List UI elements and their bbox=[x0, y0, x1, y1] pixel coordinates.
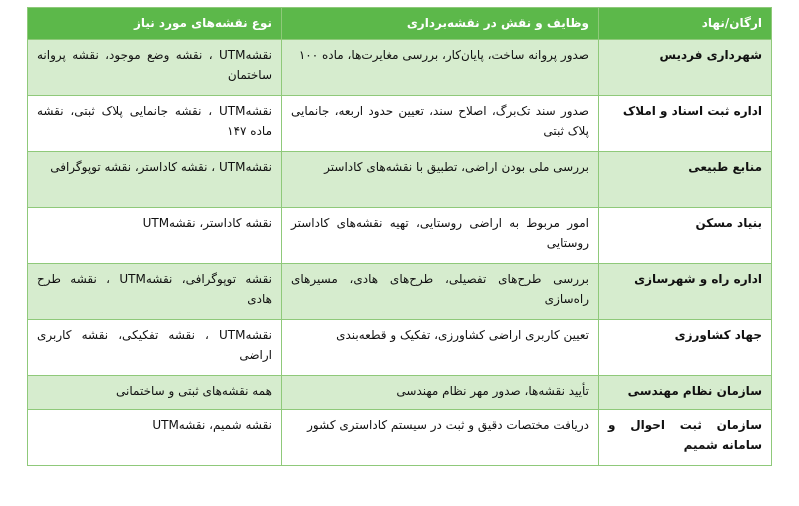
maps-cell: همه نقشه‌های ثبتی و ساختمانی bbox=[28, 376, 282, 410]
duties-cell: صدور پروانه ساخت، پایان‌کار، بررسی مغایرت‌ها، ماده ۱۰۰ bbox=[282, 40, 599, 96]
maps-cell: نقشه توپوگرافی، نقشه‌UTM ، نقشه طرح هادی bbox=[28, 264, 282, 320]
header-row bbox=[28, 8, 772, 40]
maps-cell: نقشه شمیم، نقشه‌UTM bbox=[28, 410, 282, 466]
duties-cell: دریافت مختصات دقیق و ثبت در سیستم کاداستری کشور bbox=[282, 410, 599, 466]
duties-cell: صدور سند تک‌برگ، اصلاح سند، تعیین حدود اربعه، جانمایی پلاک ثبتی bbox=[282, 96, 599, 152]
duties-cell: بررسی طرح‌های تفصیلی، طرح‌های هادی، مسیرهای راه‌سازی bbox=[282, 264, 599, 320]
org-cell: سازمان ثبت احوال و سامانه شمیم bbox=[599, 410, 772, 466]
org-cell: اداره ثبت اسناد و املاک bbox=[599, 96, 772, 152]
header-maps: نوع نقشه‌های مورد نیاز bbox=[28, 8, 282, 40]
table-row bbox=[28, 40, 772, 96]
maps-cell: نقشه‌UTM ، نقشه وضع موجود، نقشه پروانه ساختمان bbox=[28, 40, 282, 96]
maps-cell: نقشه‌UTM ، نقشه کاداستر، نقشه توپوگرافی bbox=[28, 152, 282, 208]
maps-cell: نقشه‌UTM ، نقشه جانمایی پلاک ثبتی، نقشه ماده ۱۴۷ bbox=[28, 96, 282, 152]
table-row bbox=[28, 96, 772, 152]
duties-cell: تأیید نقشه‌ها، صدور مهر نظام مهندسی bbox=[282, 376, 599, 410]
org-cell: شهرداری فردیس bbox=[599, 40, 772, 96]
table-row bbox=[28, 376, 772, 410]
table-container bbox=[27, 7, 771, 466]
org-cell: سازمان نظام مهندسی bbox=[599, 376, 772, 410]
org-cell: منابع طبیعی bbox=[599, 152, 772, 208]
table-row bbox=[28, 320, 772, 376]
table-row bbox=[28, 410, 772, 466]
maps-cell: نقشه‌UTM ، نقشه تفکیکی، نقشه کاربری اراضی bbox=[28, 320, 282, 376]
header-duties: وظایف و نقش در نقشه‌برداری bbox=[282, 8, 599, 40]
maps-cell: نقشه کاداستر، نقشه‌UTM bbox=[28, 208, 282, 264]
header-org: ارگان/نهاد bbox=[599, 8, 772, 40]
organizations-table bbox=[27, 7, 772, 466]
table-row bbox=[28, 208, 772, 264]
table-row bbox=[28, 264, 772, 320]
table-row bbox=[28, 152, 772, 208]
org-cell: بنیاد مسکن bbox=[599, 208, 772, 264]
org-cell: جهاد کشاورزی bbox=[599, 320, 772, 376]
duties-cell: بررسی ملی بودن اراضی، تطبیق با نقشه‌های کاداستر bbox=[282, 152, 599, 208]
org-cell: اداره راه و شهرسازی bbox=[599, 264, 772, 320]
duties-cell: امور مربوط به اراضی روستایی، تهیه نقشه‌های کاداستر روستایی bbox=[282, 208, 599, 264]
duties-cell: تعیین کاربری اراضی کشاورزی، تفکیک و قطعه‌بندی bbox=[282, 320, 599, 376]
